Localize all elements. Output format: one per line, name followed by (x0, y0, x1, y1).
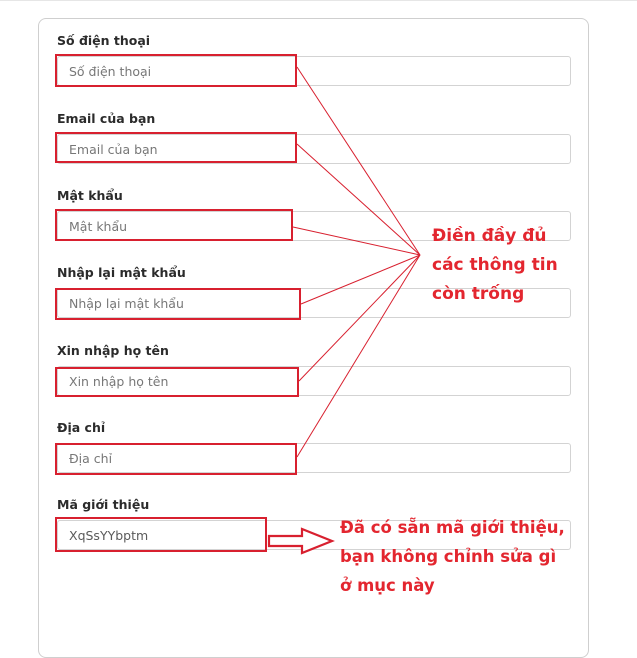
fill-note-line-2: các thông tin (432, 255, 558, 275)
confirm-password-label: Nhập lại mật khẩu (57, 265, 186, 280)
fill-note (432, 222, 558, 309)
phone-label: Số điện thoại (57, 33, 151, 48)
fullname-label: Xin nhập họ tên (57, 343, 169, 358)
referral-note-line-1: Đã có sẵn mã giới thiệu, (340, 518, 565, 537)
referral-note-line-2: bạn không chỉnh sửa gì (340, 547, 557, 566)
email-label: Email của bạn (57, 111, 156, 126)
fill-note-line-1: Điền đầy đủ (432, 226, 547, 246)
referral-code-label: Mã giới thiệu (57, 497, 150, 512)
address-label: Địa chỉ (57, 420, 106, 435)
arrow-right-icon (269, 529, 332, 553)
referral-note (340, 513, 565, 600)
fill-note-line-3: còn trống (432, 284, 525, 304)
connector-line-fullname (299, 255, 420, 381)
connector-line-address (297, 255, 420, 457)
password-label: Mật khẩu (57, 188, 123, 203)
referral-note-line-3: ở mục này (340, 576, 435, 595)
connector-line-confirm-password (301, 255, 420, 304)
connector-line-password (293, 227, 420, 255)
